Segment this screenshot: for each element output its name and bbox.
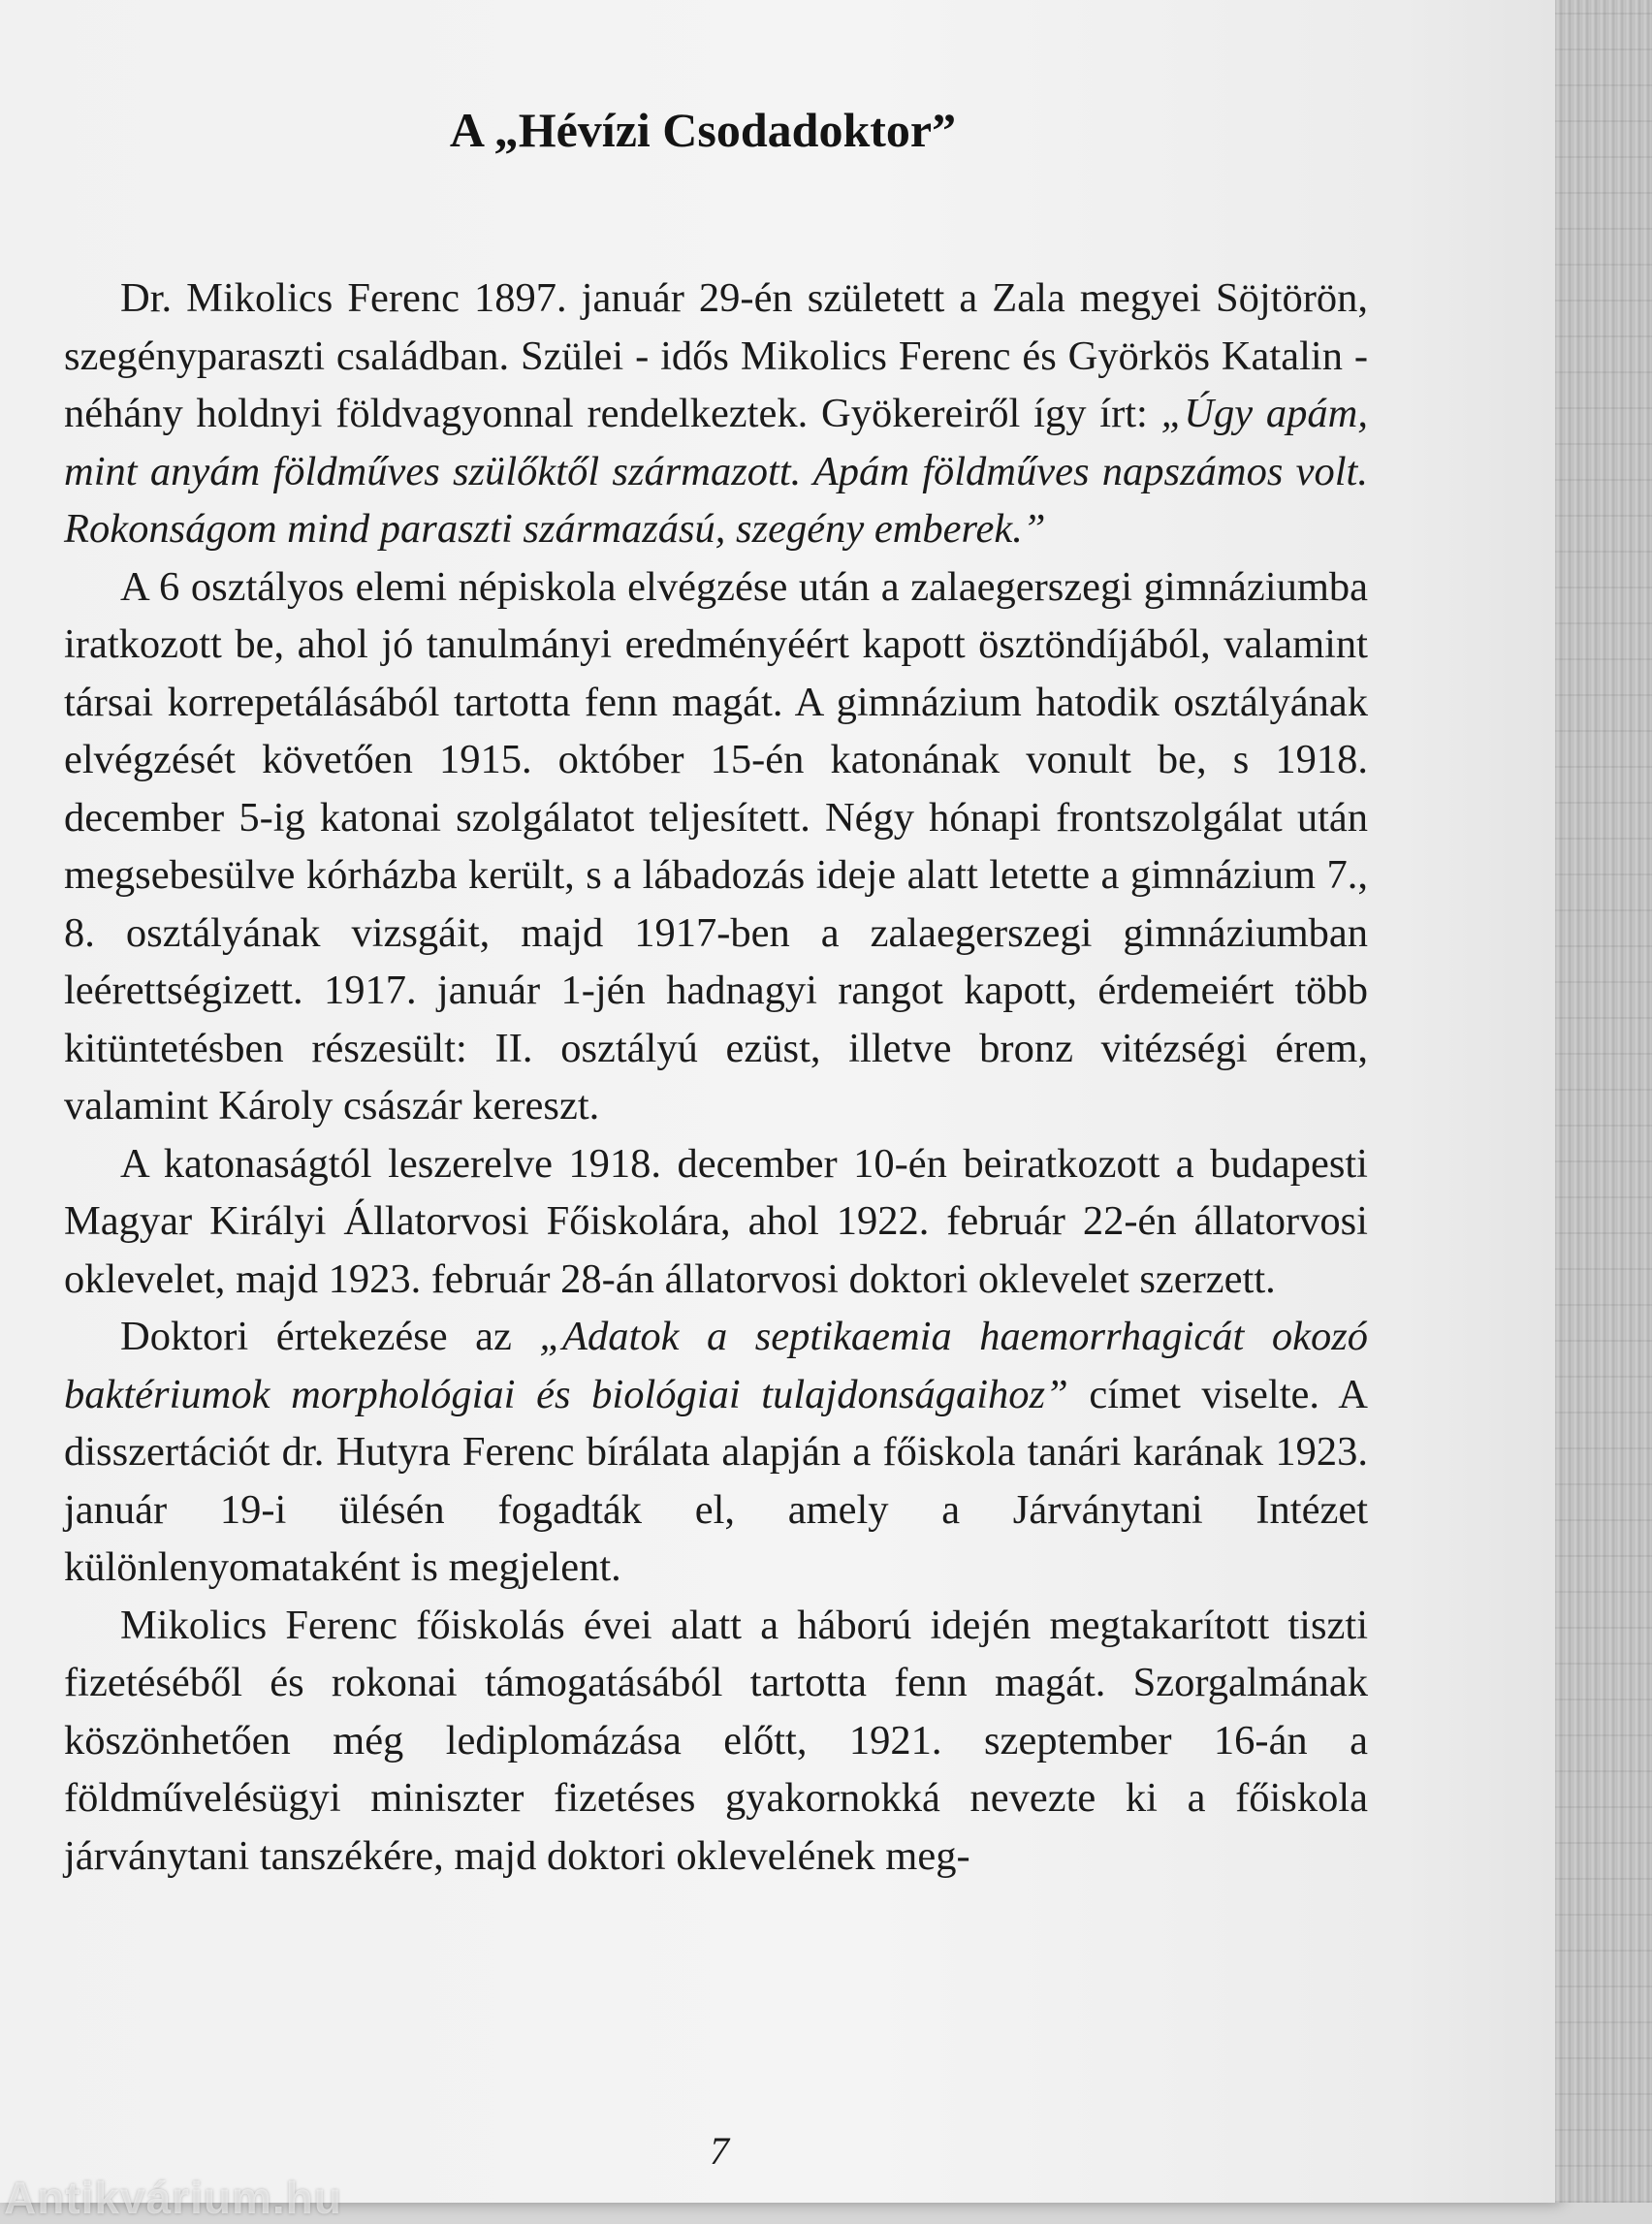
paragraph-4-dissertation-title: „Adatok a septikaemia haemorrhagicát okozó baktériumok morphológiai és biológiai tulajdonságaihoz” xyxy=(64,1314,1368,1417)
paragraph-1-text: Dr. Mikolics Ferenc 1897. január 29-én született a Zala megyei Söjtörön, szegényparaszti családban. Szülei - idős Mikolics Ferenc és Györkös Katalin - néhány holdnyi földvagyonnal rendelkeztek. Gyökereiről így írt: xyxy=(64,275,1368,436)
paragraph-1 xyxy=(64,270,1368,558)
paragraph-5 xyxy=(64,1597,1368,1886)
paragraph-4-text-start: Doktori értekezése az xyxy=(120,1314,540,1359)
paragraph-4 xyxy=(64,1308,1368,1597)
paragraph-3-text: A katonaságtól leszerelve 1918. december 10-én beiratkozott a budapesti Magyar Királyi Állatorvosi Főiskolára, ahol 1922. február 22-én állatorvosi oklevelet, majd 1923. február 28-án állatorvosi doktori oklevelet szerzett. xyxy=(64,1140,1368,1302)
page-edge-stack xyxy=(1555,0,1652,2203)
chapter-title: A „Hévízi Csodadoktor” xyxy=(449,103,957,157)
page-number: 7 xyxy=(710,2129,729,2173)
paragraph-3 xyxy=(64,1135,1368,1309)
body-text xyxy=(64,270,1368,1885)
paragraph-4-text-end: címet viselte. A disszertációt dr. Hutyra Ferenc bírálata alapján a főiskola tanári karának 1923. január 19-i ülésén fogadták el, amely a Járványtani Intézet különlenyomataként is megjelent. xyxy=(64,1371,1368,1590)
paragraph-2 xyxy=(64,558,1368,1135)
paragraph-5-text: Mikolics Ferenc főiskolás évei alatt a háború idején megtakarított tiszti fizetéséből és rokonai támogatásából tartotta fenn magát. Szorgalmának köszönhetően még lediplomázása előtt, 1921. szeptember 16-án a földművelésügyi miniszter fizetéses gyakornokká nevezte ki a főiskola járványtani tanszékére, majd doktori oklevelének meg- xyxy=(64,1602,1368,1879)
paragraph-2-text: A 6 osztályos elemi népiskola elvégzése után a zalaegerszegi gimnáziumba iratkozott be, ahol jó tanulmányi eredményéért kapott ösztöndíjából, valamint társai korrepetálásából tartotta fenn magát. A gimnázium hatodik osztályának elvégzését követően 1915. október 15-én katonának vonult be, s 1918. december 5-ig katonai szolgálatot teljesített. Négy hónapi frontszolgálat után megsebesülve kórházba került, s a lábadozás ideje alatt letette a gimnázium 7., 8. osztályának vizsgáit, majd 1917-ben a zalaegerszegi gimnáziumban leérettségizett. 1917. január 1-jén hadnagyi rangot kapott, érdemeiért több kitüntetésben részesült: II. osztályú ezüst, illetve bronz vitézségi érem, valamint Károly császár kereszt. xyxy=(64,563,1368,1128)
watermark: Antikvárium.hu xyxy=(4,2173,342,2223)
paragraph-1-quote: „Úgy apám, mint anyám földműves szülőktől származott. Apám földműves napszámos volt. Rokonságom mind paraszti származású, szegény emberek.” xyxy=(64,391,1368,552)
